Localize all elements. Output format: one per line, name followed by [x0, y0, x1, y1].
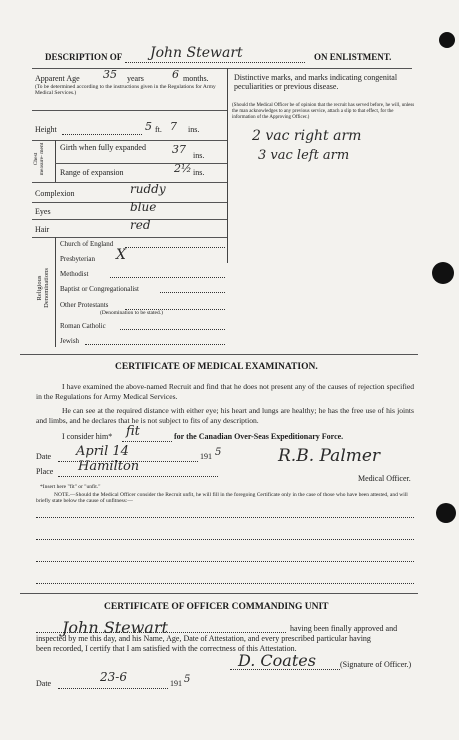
presbyterian-mark: X	[116, 247, 126, 263]
complexion-label: Complexion	[35, 189, 75, 198]
hair-value: red	[130, 218, 151, 232]
consider-value: fit	[126, 424, 140, 439]
footnote: *Insert here "fit" or "unfit."	[40, 484, 101, 490]
name-line	[125, 62, 305, 63]
medical-para-1: I have examined the above-named Recruit and find that he does not present any of the causes of rejection specified in the Regulations for Army Medical Services.	[36, 382, 414, 401]
religion-jewish: Jewish	[60, 337, 80, 345]
distinctive-note: (Should the Medical Officer be of opinion that the recruit has served before, he will, unless the man acknowledges to any previous service, attach a slip to that effect, for the information of the Approving Officer.)	[232, 103, 415, 120]
girth-label: Girth when fully expanded	[60, 143, 146, 152]
religion-church-of-england: Church of England	[60, 240, 114, 248]
girth-ins: ins.	[193, 151, 205, 160]
chest-label: Chest measure- ment	[33, 142, 45, 176]
medical-year-prefix: 191	[200, 452, 212, 461]
hair-label: Hair	[35, 225, 50, 234]
officer-signature-label: (Signature of Officer.)	[340, 660, 412, 669]
ins-label: ins.	[188, 125, 200, 134]
officer-text-2: inspected by me this day, and his Name, Age, Date of Attestation, and every prescribed particular having	[36, 634, 371, 643]
consider-suffix: for the Canadian Over-Seas Expeditionary Force.	[174, 432, 344, 441]
header-rule	[32, 68, 412, 69]
marks-line-1: 2 vac right arm	[252, 128, 362, 144]
apparent-age-label: Apparent Age	[35, 74, 80, 83]
punch-hole-top	[439, 32, 455, 48]
column-divider	[227, 68, 228, 263]
range-value: 2½	[174, 162, 192, 175]
months-label: months.	[183, 74, 209, 83]
medical-note: NOTE.—Should the Medical Officer consider the Recruit unfit, he will fill in the foregoing Certificate only in the case of those who have been attested, and will briefly state below the cause of unfitness:—	[36, 492, 408, 504]
consider-prefix: I consider him*	[62, 432, 113, 441]
marks-line-2: 3 vac left arm	[258, 148, 350, 163]
medical-officer-signature: R.B. Palmer	[278, 446, 381, 466]
religion-label: Religious Denominations	[36, 268, 50, 308]
religion-presbyterian: Presbyterian	[60, 255, 95, 263]
height-in: 7	[170, 120, 177, 133]
age-months: 6	[172, 68, 179, 81]
medical-date-label: Date	[36, 452, 52, 461]
height-ft: 5	[145, 120, 152, 133]
punch-hole-bottom	[436, 503, 456, 523]
range-label: Range of expansion	[60, 168, 124, 177]
punch-hole-middle	[432, 262, 454, 284]
officer-year-suffix: 5	[184, 674, 191, 685]
age-years: 35	[103, 68, 117, 81]
other-protestants-note: (Denomination to be stated.)	[100, 310, 163, 316]
officer-year-prefix: 191	[170, 679, 182, 688]
age-note: (To be determined according to the instructions given in the Regulations for Army Medical Services.)	[35, 84, 216, 96]
title-prefix: DESCRIPTION OF	[45, 52, 123, 62]
ft-label: ft.	[155, 125, 162, 134]
height-label: Height	[35, 125, 57, 134]
officer-recruit-name: John Stewart	[62, 618, 168, 637]
range-ins: ins.	[193, 168, 205, 177]
religion-baptist: Baptist or Congregationalist	[60, 285, 139, 293]
medical-title: CERTIFICATE OF MEDICAL EXAMINATION.	[115, 362, 318, 372]
officer-text-1: having been finally approved and	[290, 624, 398, 633]
religion-other-protestants: Other Protestants	[60, 301, 109, 309]
medical-year-suffix: 5	[215, 447, 222, 458]
complexion-value: ruddy	[130, 182, 166, 196]
medical-officer-label: Medical Officer.	[358, 474, 411, 483]
place-label: Place	[36, 467, 54, 476]
recruit-name: John Stewart	[150, 45, 243, 61]
distinctive-header: Distinctive marks, and marks indicating congenital peculiarities or previous disease.	[234, 73, 398, 91]
girth-value: 37	[172, 143, 186, 156]
eyes-label: Eyes	[35, 207, 51, 216]
officer-date-label: Date	[36, 679, 52, 688]
eyes-value: blue	[130, 200, 157, 214]
officer-signature: D. Coates	[238, 651, 316, 670]
religion-roman-catholic: Roman Catholic	[60, 322, 106, 330]
officer-title: CERTIFICATE OF OFFICER COMMANDING UNIT	[104, 602, 329, 612]
place-value: Hamilton	[78, 459, 140, 474]
years-label: years	[127, 74, 144, 83]
medical-date-value: April 14	[76, 444, 129, 459]
officer-date-value: 23-6	[100, 670, 127, 684]
medical-para-2: He can see at the required distance with either eye; his heart and lungs are healthy; he has the free use of his joints and limbs, and he declares that he is not subject to fits of any description.	[36, 406, 414, 425]
title-suffix: ON ENLISTMENT.	[314, 52, 392, 62]
religion-methodist: Methodist	[60, 270, 89, 278]
officer-text-3: been recorded, I certify that I am satisfied with the correctness of this Attestation.	[36, 644, 297, 653]
